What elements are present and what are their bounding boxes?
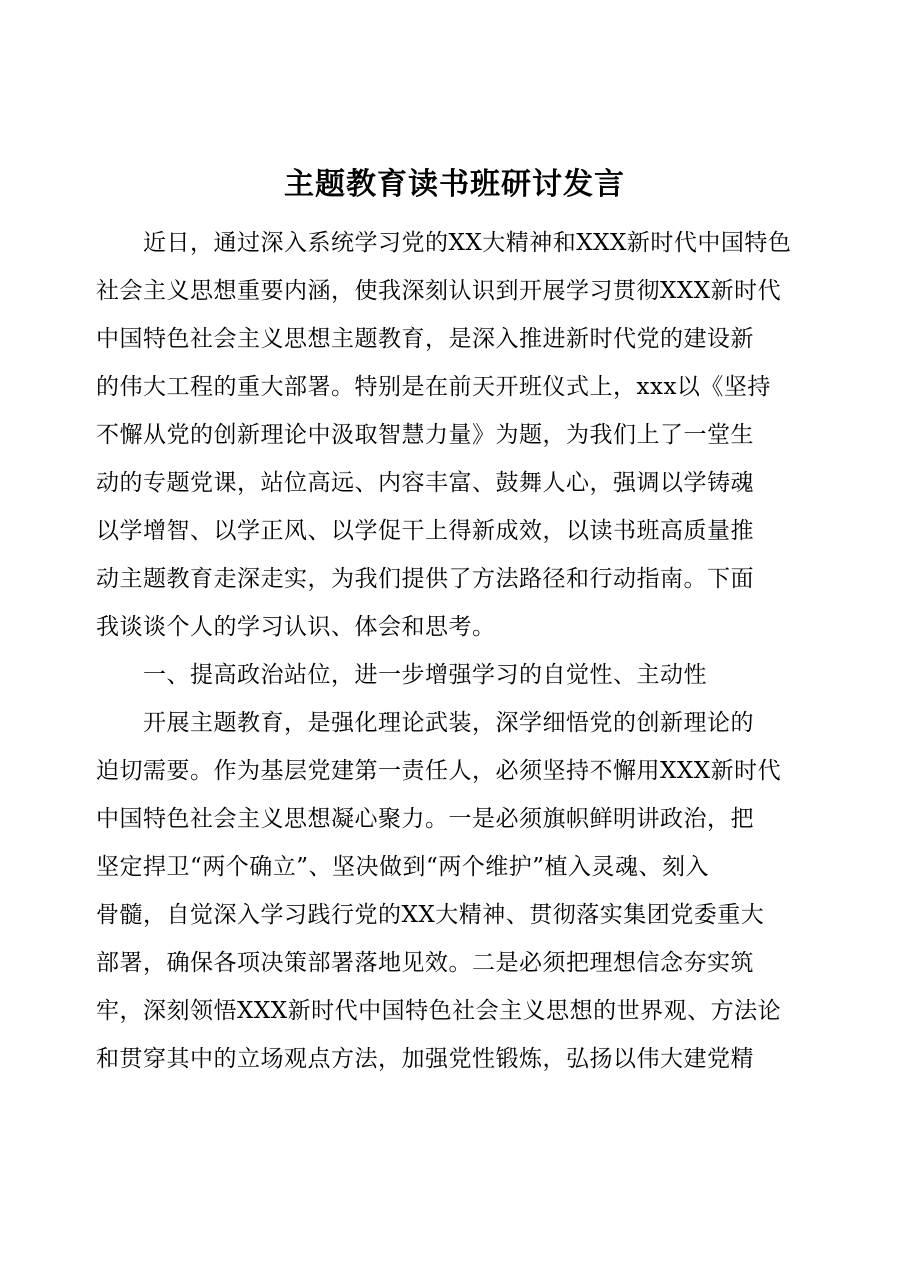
body-line: 我谈谈个人的学习认识、体会和思考。 bbox=[96, 614, 496, 640]
body-line: 开展主题教育，是强化理论武装，深学细悟党的创新理论的 bbox=[96, 710, 754, 736]
body-line: 牢，深刻领悟XXX新时代中国特色社会主义思想的世界观、方法论 bbox=[96, 998, 782, 1024]
body-line: 部署，确保各项决策部署落地见效。二是必须把理想信念夯实筑 bbox=[96, 950, 754, 976]
body-line: 不懈从党的创新理论中汲取智慧力量》为题，为我们上了一堂生 bbox=[96, 422, 754, 448]
body-line: 中国特色社会主义思想主题教育，是深入推进新时代党的建设新 bbox=[96, 326, 754, 352]
body-line: 和贯穿其中的立场观点方法，加强党性锻炼，弘扬以伟大建党精 bbox=[96, 1046, 754, 1072]
body-line: 动的专题党课，站位高远、内容丰富、鼓舞人心，强调以学铸魂 bbox=[96, 470, 754, 496]
body-line: 中国特色社会主义思想凝心聚力。一是必须旗帜鲜明讲政治，把 bbox=[96, 806, 754, 832]
document-title: 主题教育读书班研讨发言 bbox=[284, 167, 625, 202]
document-body bbox=[96, 219, 822, 1083]
body-line: 近日，通过深入系统学习党的XX大精神和XXX新时代中国特色 bbox=[96, 230, 792, 256]
body-line: 以学增智、以学正风、以学促干上得新成效，以读书班高质量推 bbox=[96, 518, 754, 544]
body-line: 动主题教育走深走实，为我们提供了方法路径和行动指南。下面 bbox=[96, 566, 754, 592]
body-line: 迫切需要。作为基层党建第一责任人，必须坚持不懈用XXX新时代 bbox=[96, 758, 782, 784]
body-line: 社会主义思想重要内涵，使我深刻认识到开展学习贯彻XXX新时代 bbox=[96, 278, 782, 304]
body-line: 的伟大工程的重大部署。特别是在前天开班仪式上，xxx以《坚持 bbox=[96, 374, 771, 400]
body-line: 骨髓，自觉深入学习践行党的XX大精神、贯彻落实集团党委重大 bbox=[96, 902, 765, 928]
section-heading: 一、提高政治站位，进一步增强学习的自觉性、主动性 bbox=[96, 662, 707, 688]
body-line: 坚定捍卫“两个确立”、坚决做到“两个维护”植入灵魂、刻入 bbox=[96, 854, 710, 880]
